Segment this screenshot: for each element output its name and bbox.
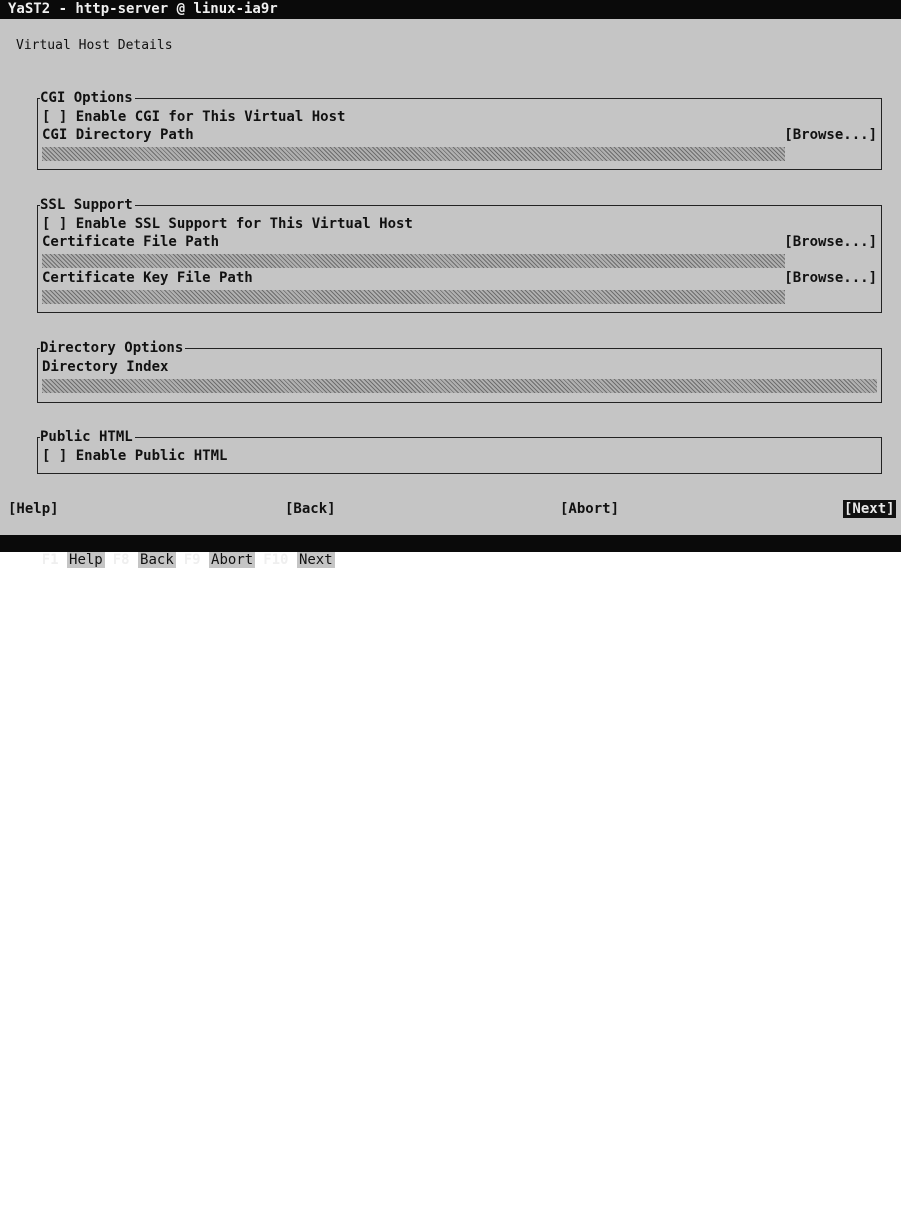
certificate-browse-button[interactable]: [Browse...] — [784, 234, 877, 250]
enable-ssl-checkbox[interactable]: [ ] Enable SSL Support for This Virtual Host — [42, 216, 413, 232]
ssl-support-legend: SSL Support — [40, 197, 133, 213]
fkey-back[interactable]: Back — [140, 552, 174, 568]
cgi-directory-input[interactable] — [42, 147, 785, 161]
certificate-file-input[interactable] — [42, 254, 785, 268]
help-button[interactable]: [Help] — [8, 501, 59, 517]
public-html-frame — [37, 429, 882, 474]
fkey-next[interactable]: Next — [298, 552, 333, 568]
next-button[interactable]: [Next] — [844, 501, 895, 517]
fkey-f10: F10 — [263, 552, 289, 568]
directory-index-label: Directory Index — [42, 359, 169, 375]
fkey-help[interactable]: Help — [69, 552, 103, 568]
cgi-options-frame — [37, 90, 882, 170]
terminal-screen — [0, 0, 901, 568]
directory-options-legend: Directory Options — [40, 340, 184, 356]
public-html-legend: Public HTML — [40, 429, 133, 445]
enable-cgi-checkbox[interactable]: [ ] Enable CGI for This Virtual Host — [42, 109, 346, 125]
certificate-key-label: Certificate Key File Path — [42, 270, 253, 286]
back-button[interactable]: [Back] — [285, 501, 336, 517]
ssl-support-frame — [37, 197, 882, 313]
certificate-key-input[interactable] — [42, 290, 785, 304]
window-title: YaST2 - http-server @ linux-ia9r — [0, 0, 901, 19]
fkey-f9: F9 — [183, 552, 201, 568]
abort-button[interactable]: [Abort] — [560, 501, 620, 517]
certificate-file-label: Certificate File Path — [42, 234, 220, 250]
directory-options-frame — [37, 340, 882, 403]
fkey-f8: F8 — [112, 552, 130, 568]
cgi-browse-button[interactable]: [Browse...] — [784, 127, 877, 143]
directory-index-input[interactable] — [42, 379, 877, 393]
fkey-f1: F1 — [41, 552, 59, 568]
function-key-bar — [0, 535, 901, 568]
cgi-options-legend: CGI Options — [40, 90, 133, 106]
fkey-abort[interactable]: Abort — [211, 552, 254, 568]
certificate-key-browse-button[interactable]: [Browse...] — [784, 270, 877, 286]
dialog-title: Virtual Host Details — [16, 38, 173, 53]
cgi-directory-label: CGI Directory Path — [42, 127, 194, 143]
enable-public-html-checkbox[interactable]: [ ] Enable Public HTML — [42, 448, 228, 464]
